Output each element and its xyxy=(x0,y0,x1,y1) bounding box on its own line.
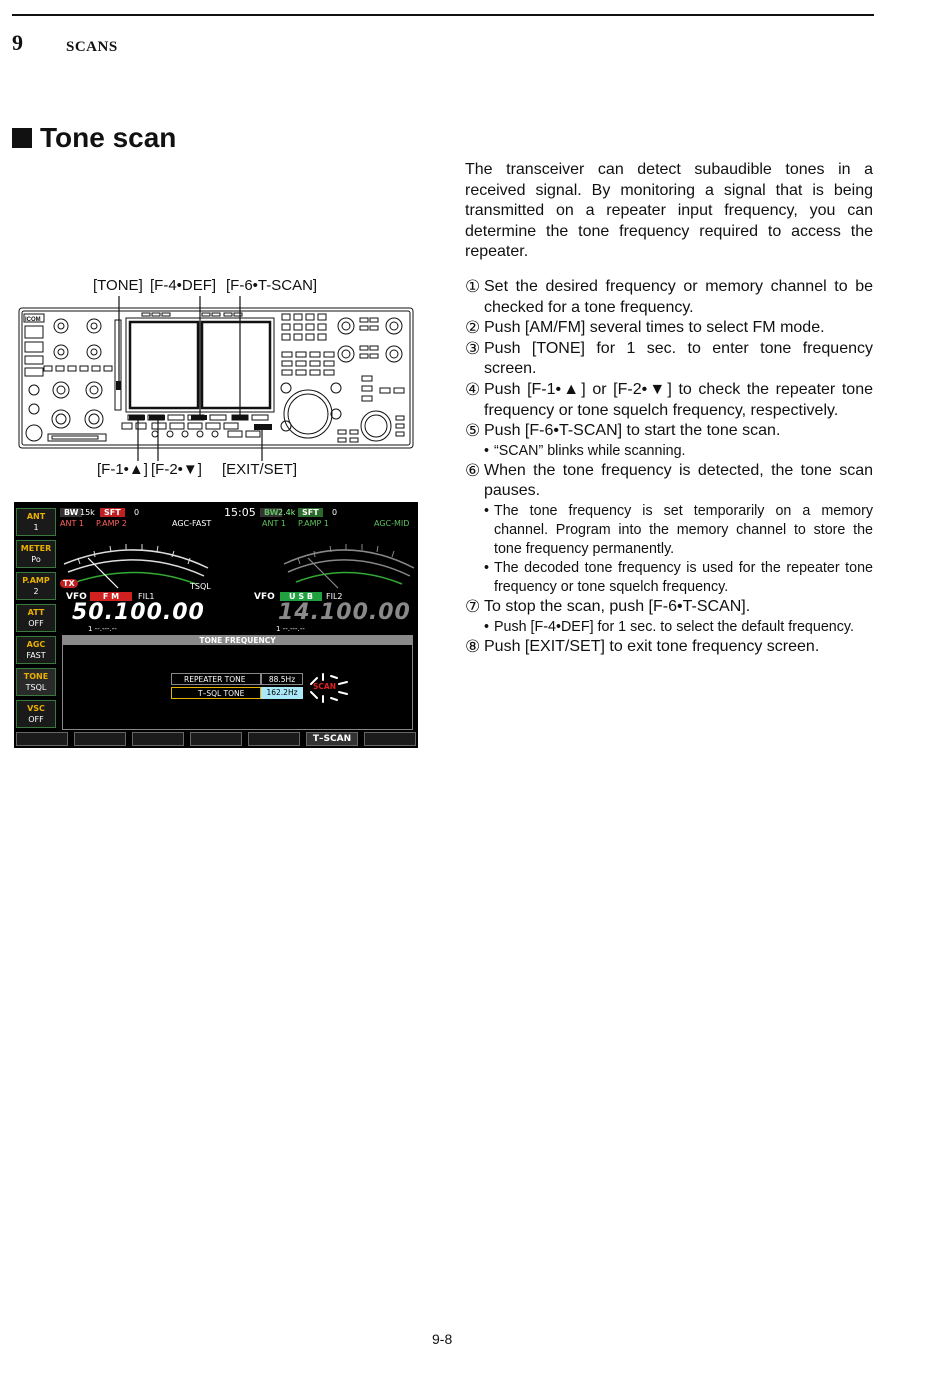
main-pamp: P.AMP 2 xyxy=(96,519,127,528)
softkey-f4[interactable] xyxy=(190,732,242,746)
step-number: ② xyxy=(465,318,481,338)
side-value: OFF xyxy=(28,619,44,628)
softkey-f6-tscan[interactable]: T–SCAN xyxy=(306,732,358,746)
main-memory: 1 --.---.-- xyxy=(88,625,117,633)
main-ant: ANT 1 xyxy=(60,519,84,528)
step-number: ③ xyxy=(465,338,481,358)
sub-frequency: 14.100.00 xyxy=(278,600,411,625)
step-text: Push [F-1•▲] or [F-2•▼] to check the repeater tone frequency or tone squelch frequency, respectively. xyxy=(484,380,873,419)
side-value: FAST xyxy=(26,651,46,660)
step-7-note: • Push [F-4•DEF] for 1 sec. to select the default frequency. xyxy=(465,618,873,637)
step-text: When the tone frequency is detected, the tone scan pauses. xyxy=(484,461,873,500)
step-8 xyxy=(465,637,873,658)
softkey-f5[interactable] xyxy=(248,732,300,746)
side-button-ant[interactable] xyxy=(16,508,56,536)
softkey-f7[interactable] xyxy=(364,732,416,746)
step-number: ① xyxy=(465,277,481,296)
side-value: 1 xyxy=(33,523,39,532)
chapter-number: 9 xyxy=(12,30,23,55)
side-button-tone[interactable] xyxy=(16,668,56,696)
repeater-tone-value[interactable]: 88.5Hz xyxy=(261,673,303,685)
side-button-vsc[interactable] xyxy=(16,700,56,728)
main-agc: AGC-FAST xyxy=(172,519,212,528)
intro-paragraph: The transceiver can detect subaudible tones in a received signal. By monitoring a signal that is being transmitted on a repeater input frequency, you can determine the tone frequency required to access the repeater. xyxy=(465,161,873,261)
step-number: ④ xyxy=(465,379,481,399)
main-frequency: 50.100.00 xyxy=(72,600,205,625)
side-value: OFF xyxy=(28,715,44,724)
note-text: Push [F-4•DEF] for 1 sec. to select the default frequency. xyxy=(494,618,854,635)
side-button-pamp[interactable] xyxy=(16,572,56,600)
sub-agc: AGC-MID xyxy=(374,519,410,528)
side-button-agc[interactable] xyxy=(16,636,56,664)
side-button-meter[interactable] xyxy=(16,540,56,568)
page-number: 9-8 xyxy=(432,1331,453,1347)
chapter-title: SCANS xyxy=(66,39,118,55)
sub-sft-label: SFT xyxy=(298,508,323,517)
step-text: Push [AM/FM] several times to select FM mode. xyxy=(484,319,825,337)
step-text: Push [TONE] for 1 sec. to enter tone frequency screen. xyxy=(484,339,873,378)
sub-bw-value: 2.4k xyxy=(278,508,296,517)
side-value: TSQL xyxy=(25,683,47,692)
callout-f2-down: [F-2•▼] xyxy=(151,461,202,478)
side-label: AGC xyxy=(26,640,46,649)
side-value: Po xyxy=(31,555,41,564)
section-title-text: Tone scan xyxy=(40,122,177,153)
side-value: 2 xyxy=(33,587,39,596)
main-filter: FIL1 xyxy=(138,592,155,601)
step-number: ⑥ xyxy=(465,460,481,480)
sub-bw-label: BW xyxy=(260,508,282,517)
side-label: VSC xyxy=(27,704,45,713)
step-text: Push [F-6•T-SCAN] to start the tone scan. xyxy=(484,422,781,440)
repeater-tone-label[interactable]: REPEATER TONE xyxy=(171,673,261,685)
s-meter-scales xyxy=(58,528,418,592)
front-panel-drawing xyxy=(18,306,416,450)
main-sft-label: SFT xyxy=(100,508,125,517)
callout-f1-up: [F-1•▲] xyxy=(97,461,148,478)
clock: 15:05 xyxy=(224,506,256,519)
sub-pamp: P.AMP 1 xyxy=(298,519,329,528)
side-button-att[interactable] xyxy=(16,604,56,632)
tsql-tone-label[interactable]: T–SQL TONE xyxy=(171,687,261,699)
main-bw-value: 15k xyxy=(80,508,95,517)
step-5-note: • “SCAN” blinks while scanning. xyxy=(465,442,873,461)
transceiver-front-panel xyxy=(18,306,416,450)
main-mode: F M xyxy=(90,592,132,601)
step-6-note-1: • The tone frequency is set temporarily on a memory channel. Program into the memory channel to store the tone frequency permanently. xyxy=(484,502,873,557)
side-label: METER xyxy=(20,544,52,553)
sub-mode: U S B xyxy=(280,592,322,601)
step-number: ⑧ xyxy=(465,636,481,656)
note-text: The tone frequency is set temporarily on a memory channel. Program into the memory channel to store the tone frequency permanently. xyxy=(494,502,873,557)
main-vfo: VFO xyxy=(66,592,87,602)
sub-ant: ANT 1 xyxy=(262,519,286,528)
callout-exit-set: [EXIT/SET] xyxy=(222,461,298,478)
step-6-note-2: • The decoded tone frequency is used for the repeater tone frequency or tone squelch frequency. xyxy=(484,559,873,595)
step-number: ⑦ xyxy=(465,596,481,616)
main-bw-label: BW xyxy=(60,508,82,517)
note-text: The decoded tone frequency is used for the repeater tone frequency or tone squelch frequency. xyxy=(494,559,873,595)
scan-indicator: SCAN xyxy=(313,682,336,691)
lcd-screen xyxy=(14,502,418,748)
callout-f6-tscan: [F-6•T-SCAN] xyxy=(226,277,318,294)
callout-f4-def: [F-4•DEF] xyxy=(150,277,217,294)
tsql-indicator: TSQL xyxy=(190,582,211,591)
step-text: To stop the scan, push [F-6•T-SCAN]. xyxy=(484,597,751,615)
callout-tone: [TONE] xyxy=(93,277,143,294)
tone-frequency-title: TONE FREQUENCY xyxy=(63,636,412,645)
softkey-f3[interactable] xyxy=(132,732,184,746)
step-text: Push [EXIT/SET] to exit tone frequency screen. xyxy=(484,637,820,655)
note-text: “SCAN” blinks while scanning. xyxy=(494,442,686,459)
main-sft-value: 0 xyxy=(134,508,140,517)
softkey-f2[interactable] xyxy=(74,732,126,746)
step-number: ⑤ xyxy=(465,421,481,441)
tx-indicator: TX xyxy=(60,579,78,588)
sub-sft-value: 0 xyxy=(332,508,338,517)
side-label: ATT xyxy=(27,608,45,617)
side-label: P.AMP xyxy=(22,576,50,585)
sub-vfo: VFO xyxy=(254,592,275,602)
brand-logo: ICOM xyxy=(25,317,41,323)
side-label: ANT xyxy=(26,512,46,521)
step-text: Set the desired frequency or memory channel to be checked for a tone frequency. xyxy=(484,278,873,316)
step-7 xyxy=(465,597,873,618)
tsql-tone-value[interactable]: 162.2Hz xyxy=(261,687,303,699)
tone-frequency-window xyxy=(62,635,413,730)
sub-filter: FIL2 xyxy=(326,592,343,601)
softkey-f1[interactable] xyxy=(16,732,68,746)
sub-memory: 1 --.---.-- xyxy=(276,625,305,633)
side-label: TONE xyxy=(23,672,49,681)
